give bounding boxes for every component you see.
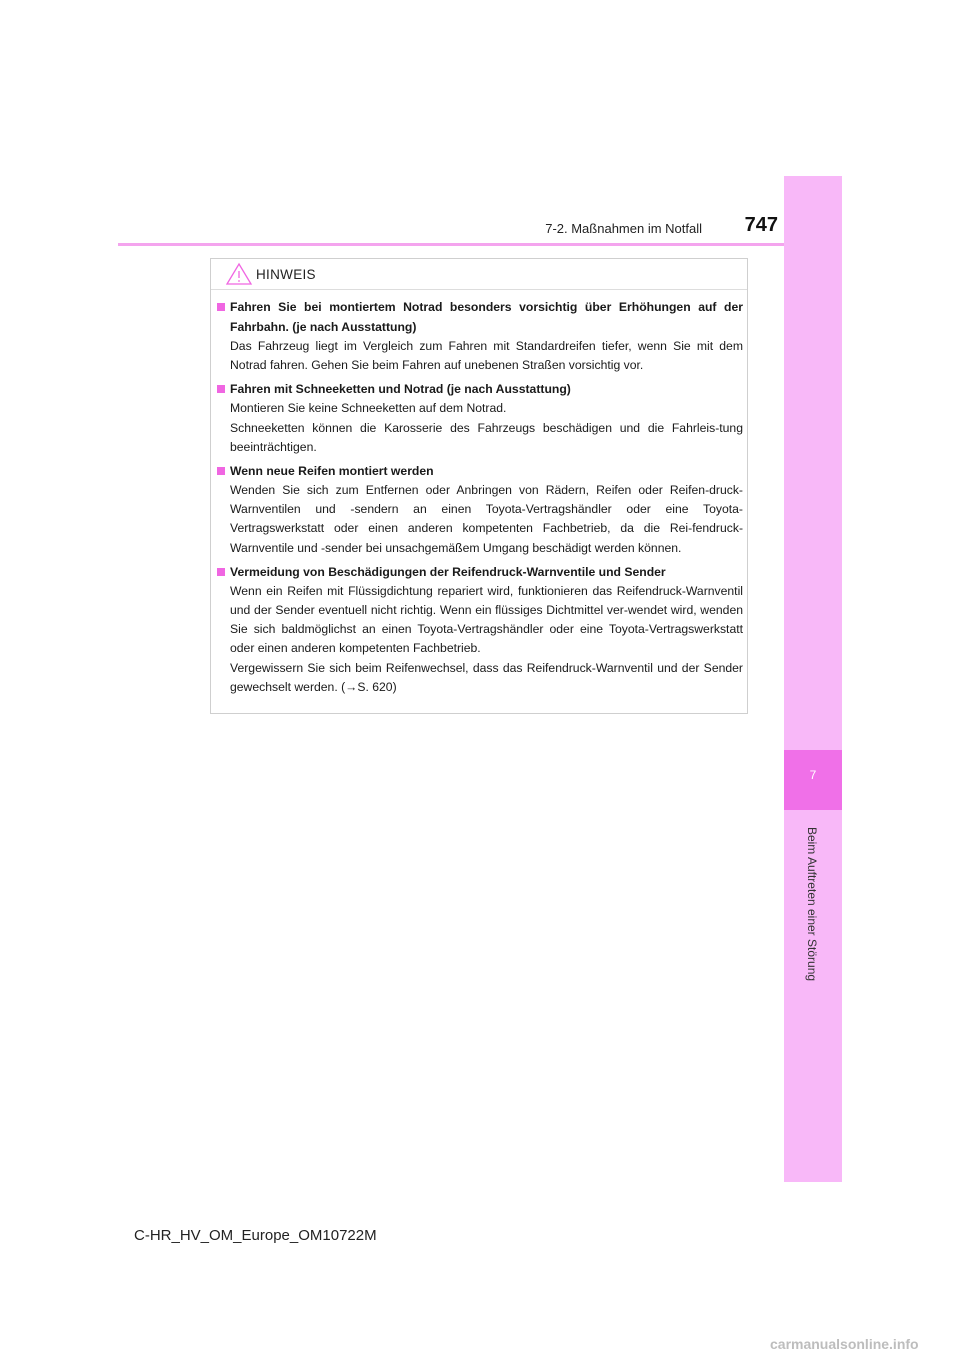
chapter-number: 7 [809, 768, 817, 782]
warning-triangle-icon [225, 262, 253, 286]
header-rule [118, 243, 784, 246]
section-title: 7-2. Maßnahmen im Notfall [545, 221, 702, 236]
page-number: 747 [744, 214, 778, 236]
paragraph: Wenden Sie sich zum Entfernen oder Anbringen von Rädern, Reifen oder Reifen-druck-Warnventilen und -sendern an einen Toyota-Vertragshändler oder eine Toyota-Vertragswerkstatt oder einen anderen kompetenten Fachbetrieb, da die Rei-fendruck-Warnventile und -sender bei unsachgemäßem Umgang beschädigt werden können. [230, 483, 743, 555]
note-item-heading [217, 379, 743, 399]
watermark: carmanualsonline.info [770, 1336, 919, 1352]
note-item-heading [217, 461, 743, 481]
side-tab-strip [784, 176, 842, 1182]
item-heading-text: Fahren mit Schneeketten und Notrad (je nach Ausstattung) [230, 382, 571, 397]
paragraph: Vergewissern Sie sich beim Reifenwechsel, dass das Reifendruck-Warnventil und der Sender gewechselt werden. (→S. 620) [230, 660, 743, 694]
paragraph: Schneeketten können die Karosserie des Fahrzeugs beschädigen und die Fahrleis-tung beeinträchtigen. [230, 420, 743, 454]
note-item-text [230, 337, 743, 375]
note-item-text [230, 399, 743, 457]
chapter-title: Beim Auftreten einer Störung [805, 826, 819, 982]
paragraph: Das Fahrzeug liegt im Vergleich zum Fahren mit Standardreifen tiefer, wenn Sie mit dem Notrad fahren. Gehen Sie beim Fahren auf unebenen Straßen vorsichtig vor. [230, 339, 743, 373]
note-item-text [230, 481, 743, 558]
item-heading-text: Vermeidung von Beschädigungen der Reifendruck-Warnventile und Sender [230, 564, 666, 579]
note-header [211, 259, 747, 290]
item-heading-text: Fahren Sie bei montiertem Notrad besonders vorsichtig über Erhöhungen auf der Fahrbahn. (je nach Ausstattung) [230, 300, 743, 334]
note-item [217, 562, 743, 697]
note-item-heading [217, 562, 743, 582]
item-heading-text: Wenn neue Reifen montiert werden [230, 464, 434, 479]
paragraph: Wenn ein Reifen mit Flüssigdichtung repariert wird, funktionieren das Reifendruck-Warnventil und der Sender eventuell nicht richtig. Wenn ein flüssiges Dichtmittel ver-wendet wird, wenden Sie sich baldmöglichst an einen Toyota-Vertragshändler oder eine Toyota-Vertragswerkstatt oder einen anderen kompetenten Fachbetrieb. [230, 583, 743, 656]
note-item [217, 297, 743, 375]
note-item-heading [217, 297, 743, 337]
note-item-text [230, 582, 743, 697]
caution-note-box [210, 258, 748, 714]
square-bullet-icon [217, 385, 225, 393]
square-bullet-icon [217, 568, 225, 576]
square-bullet-icon [217, 303, 225, 311]
document-code: C-HR_HV_OM_Europe_OM10722M [134, 1227, 377, 1244]
note-item [217, 379, 743, 457]
note-title: HINWEIS [256, 267, 316, 282]
square-bullet-icon [217, 467, 225, 475]
paragraph: Montieren Sie keine Schneeketten auf dem Notrad. [230, 401, 507, 416]
note-body [217, 297, 743, 701]
note-item [217, 461, 743, 558]
